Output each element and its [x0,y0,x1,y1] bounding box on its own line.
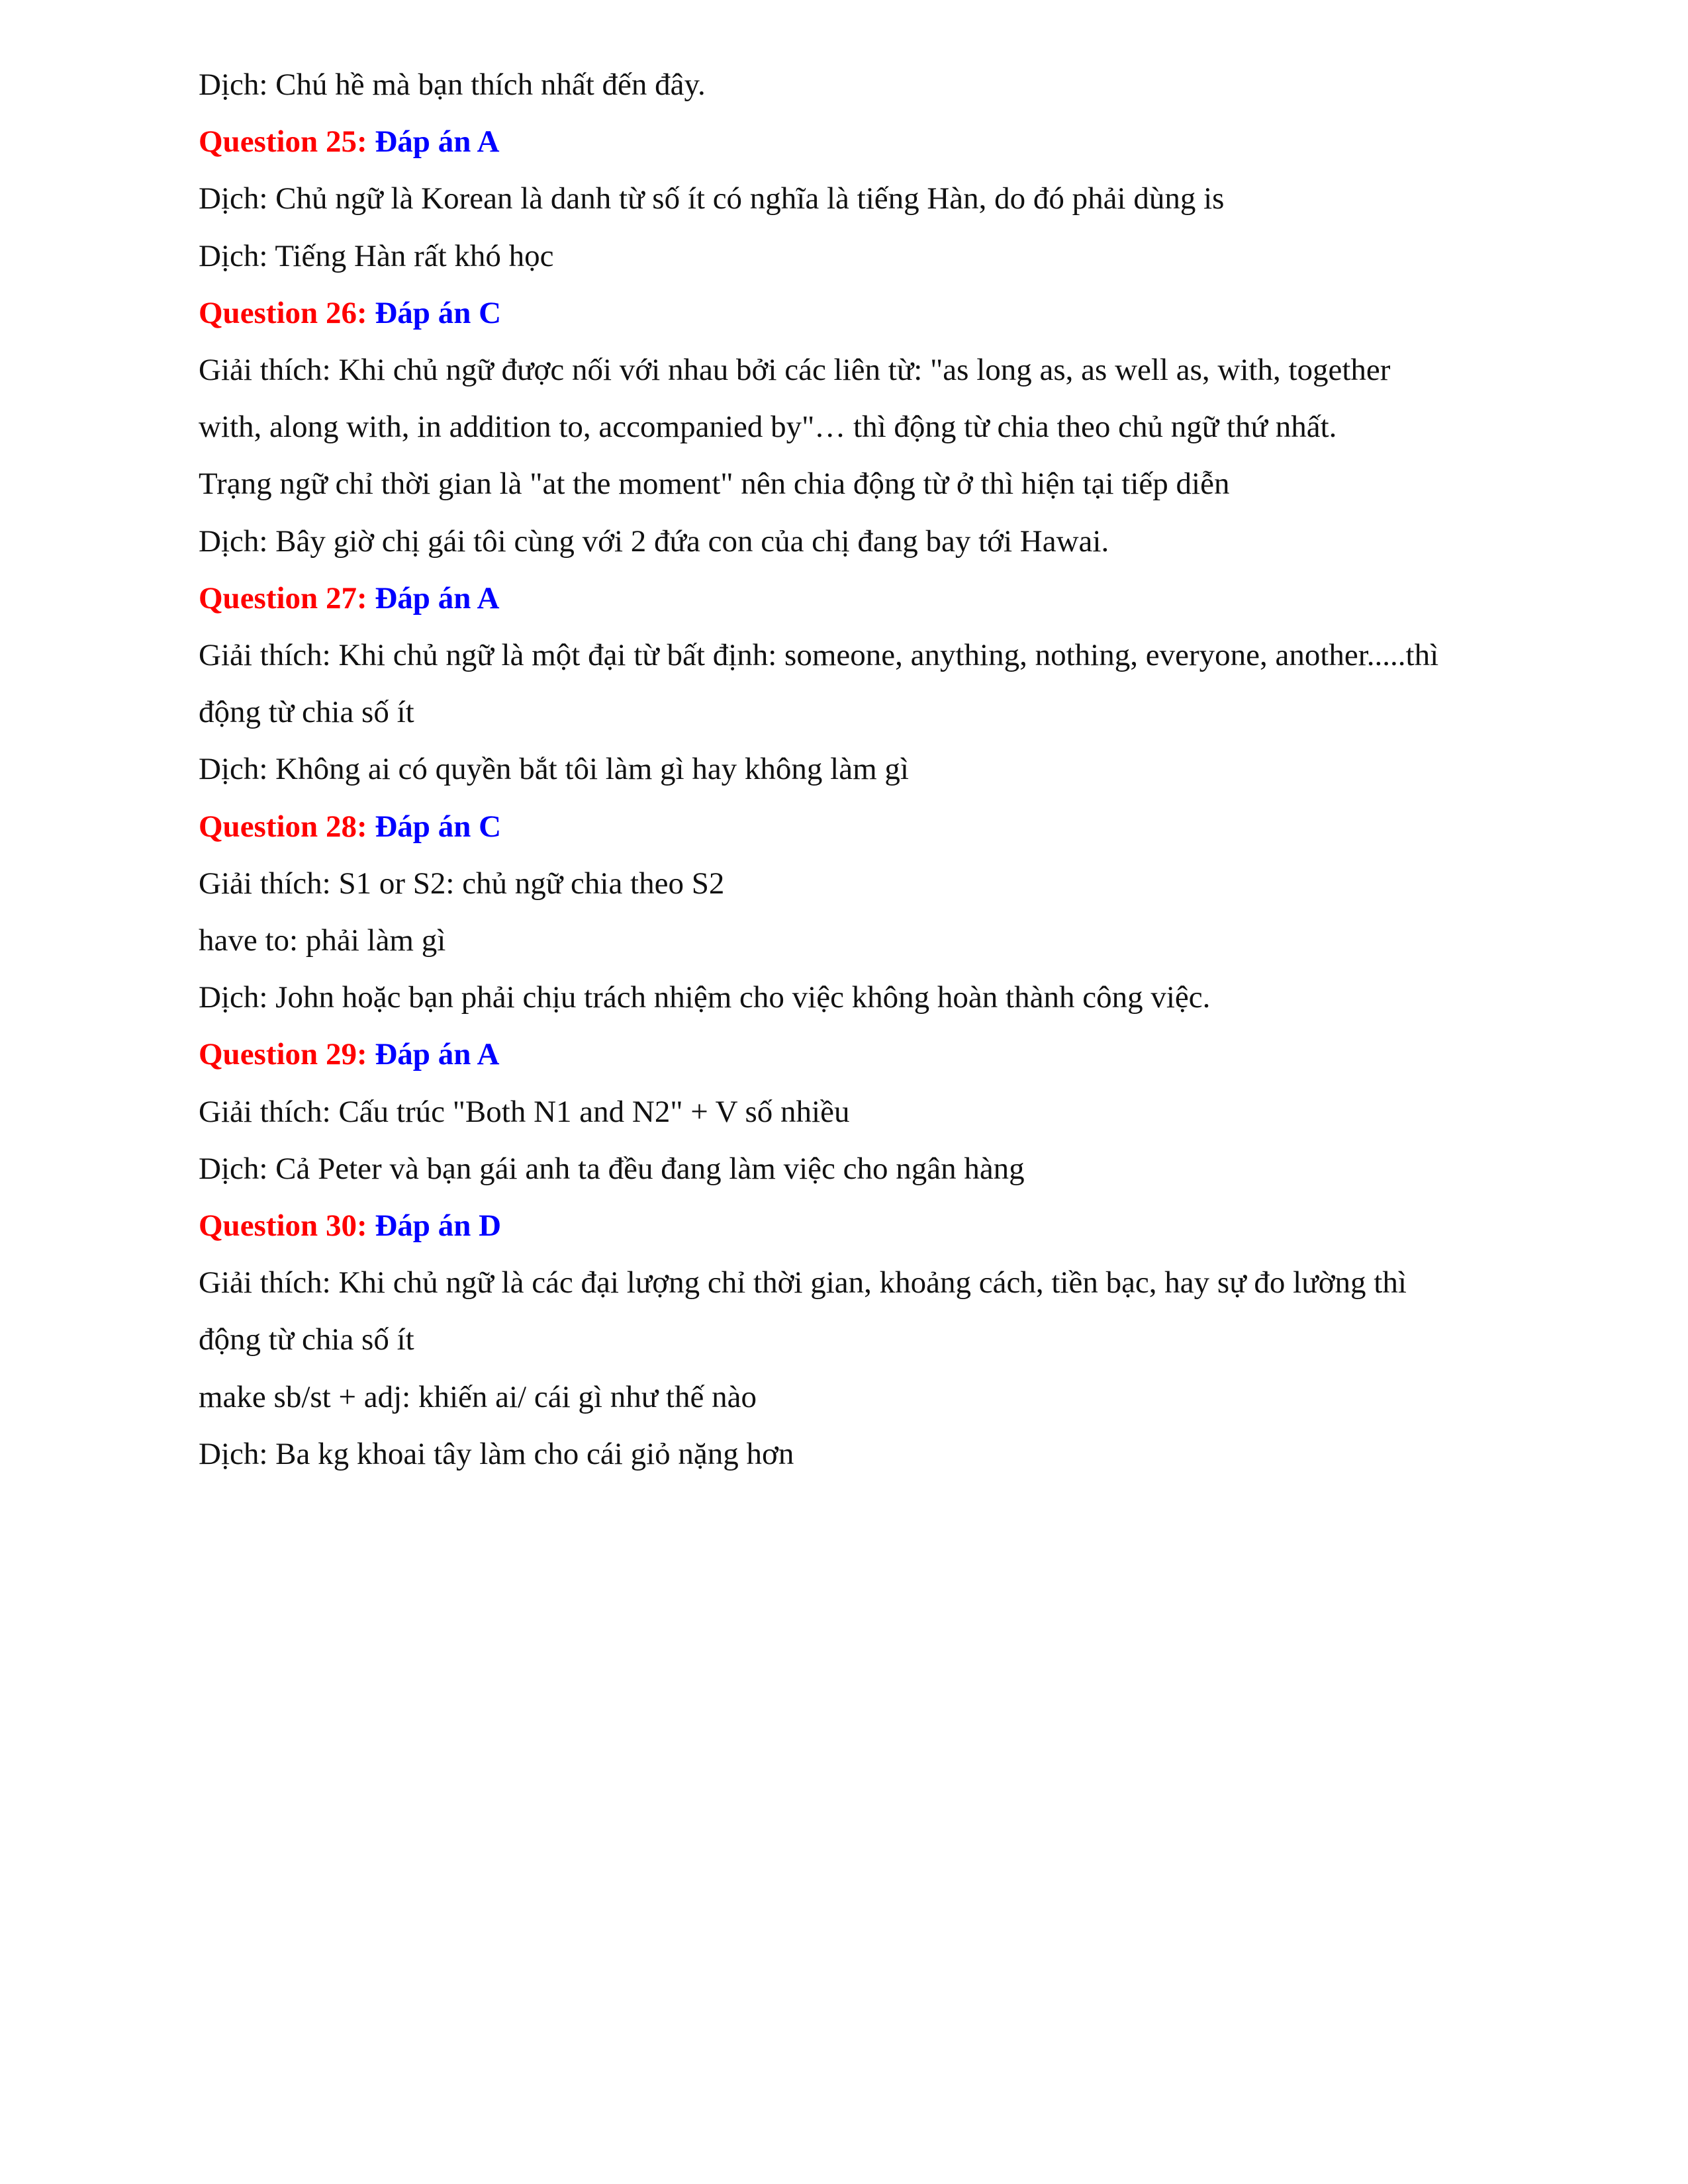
answer-label: Đáp án A [375,1037,500,1072]
text-line: Dịch: Ba kg khoai tây làm cho cái giỏ nặng hơn [199,1436,794,1471]
question-heading [199,1026,1496,1083]
text-line: have to: phải làm gì [199,923,446,958]
text-line: with, along with, in addition to, accompanied by"… thì động từ chia theo chủ ngữ thứ nhất. [199,410,1337,445]
text-line: động từ chia số ít [199,1322,414,1357]
text-line: Dịch: Chú hề mà bạn thích nhất đến đây. [199,68,706,102]
text-line: Dịch: Cả Peter và bạn gái anh ta đều đang làm việc cho ngân hàng [199,1151,1025,1186]
question-label: Question 29: [199,1037,367,1072]
question-label: Question 25: [199,124,367,159]
text-line: Dịch: Chủ ngữ là Korean là danh từ số ít có nghĩa là tiếng Hàn, do đó phải dùng is [199,181,1225,216]
question-heading [199,798,1496,855]
text-line: Giải thích: S1 or S2: chủ ngữ chia theo S2 [199,866,725,901]
question-label: Question 28: [199,809,367,844]
text-line: Dịch: John hoặc bạn phải chịu trách nhiệm cho việc không hoàn thành công việc. [199,980,1211,1015]
question-heading [199,570,1496,627]
question-label: Question 27: [199,580,367,615]
text-line: make sb/st + adj: khiến ai/ cái gì như thế nào [199,1379,757,1414]
question-label: Question 30: [199,1208,367,1244]
answer-label: Đáp án D [375,1208,502,1244]
question-heading [199,285,1496,341]
text-line: Giải thích: Khi chủ ngữ là một đại từ bất định: someone, anything, nothing, everyone, another.....thì [199,638,1439,673]
text-line: Giải thích: Khi chủ ngữ được nối với nhau bởi các liên từ: "as long as, as well as, with, together [199,353,1391,388]
text-line: Giải thích: Cấu trúc "Both N1 and N2" + V số nhiều [199,1094,850,1129]
text-line: Dịch: Không ai có quyền bắt tôi làm gì hay không làm gì [199,752,909,787]
question-heading [199,113,1496,170]
answer-label: Đáp án C [375,809,502,844]
answer-explanations [199,56,1496,1482]
text-line: Trạng ngữ chỉ thời gian là "at the moment" nên chia động từ ở thì hiện tại tiếp diễn [199,467,1230,502]
text-line: động từ chia số ít [199,695,414,730]
answer-label: Đáp án A [375,124,500,159]
question-heading [199,1197,1496,1254]
text-line: Giải thích: Khi chủ ngữ là các đại lượng chỉ thời gian, khoảng cách, tiền bạc, hay sự đo lường thì [199,1265,1407,1300]
question-label: Question 26: [199,295,367,330]
text-line: Dịch: Tiếng Hàn rất khó học [199,238,554,273]
text-line: Dịch: Bây giờ chị gái tôi cùng với 2 đứa con của chị đang bay tới Hawai. [199,523,1109,559]
answer-label: Đáp án A [375,580,500,615]
answer-label: Đáp án C [375,295,502,330]
